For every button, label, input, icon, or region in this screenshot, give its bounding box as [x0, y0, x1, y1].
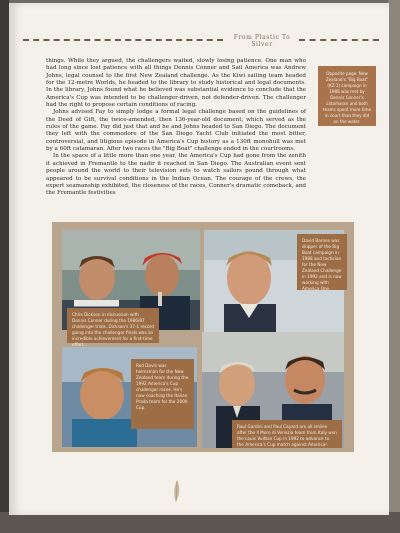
caption-dickson-conner: Chris Dickson in discussion with Dennis Conner during the 1986/87 challenger trials. Dickson's 37-1 record going into the challenger finals was an incredible achievement for a first-time effort. [67, 308, 159, 343]
caption-barnes: David Barnes was skipper of the Big Boat campaign in 1988 and tactician for the New Zealand Challenge in 1992 and is now working with America One. [297, 234, 347, 290]
photo-panel [52, 222, 354, 452]
running-head: From Plastic To Silver [233, 34, 291, 48]
leaf-ornament [172, 480, 182, 502]
side-caption: Opposite page: New Zealand's "Big Boat" (KZ-1) campaign in 1988 was met by Dennis Conner's catamaran and both teams spent more time in court than they did on the water. [318, 66, 376, 126]
caption-davis: Rod Davis was helmsman for the New Zealand team during the 1992 America's Cup challenger races. He's now coaching the Italian Prada team for the 2000 Cup. [131, 359, 194, 429]
paragraph: things. While they argued, the challengers waited, slowly losing patience. One man who had long since lost patience with all things Dennis Conner and Sail America was Andrew Johns, legal counsel to the first New Zealand challenge. As the Kiwi sailing team headed for the 12-metre Worlds, he headed to the library to study historical and legal documents. In the library, Johns found what he believed was substantial evidence to conclude that the America's Cup was intended to be challenger-driven, not defender-driven. The challenger had the right to propose certain conditions of racing. [46, 58, 306, 109]
paragraph: In the space of a little more than one year, the America's Cup had gone from the zenith it achieved in Fremantle to the nadir it reached in San Diego. The Australian event sent people around the world to their television sets to watch sailors pound through what appeared to be survival conditions in the Indian Ocean. The courage of the crews, the expert seamanship exhibited, the closeness of the races, Conner's dramatic comeback, and the Fremantle festivities [46, 153, 306, 197]
binding-shadow [0, 0, 9, 533]
body-text [46, 58, 306, 198]
caption-gardini-cayard: Raul Gardini and Paul Cayard are all smiles after the Il Moro di Venezia team from Italy won the Louis Vuitton Cup in 1992 to advance to the America's Cup match against America³. [232, 420, 342, 448]
header-rule-right [299, 39, 379, 41]
header-rule-left [23, 39, 223, 41]
page-edge-bottom [0, 512, 400, 533]
paragraph: Johns advised Fay to simply lodge a formal legal challenge based on the guidelines of the Deed of Gift, the twice-amended, then 136-year-old document, which served as the rules of the game. Fay did just that and he and Johns headed to San Diego. The document they left with the commodore of the San Diego Yacht Club initiated the most bitter, controversial, and litigious episode in America's Cup history as a 130ft monohull was met by a 60ft catamaran. After two races the "Big Boat" challenge ended in the courtrooms. [46, 109, 306, 153]
page-edge-right [388, 0, 400, 533]
